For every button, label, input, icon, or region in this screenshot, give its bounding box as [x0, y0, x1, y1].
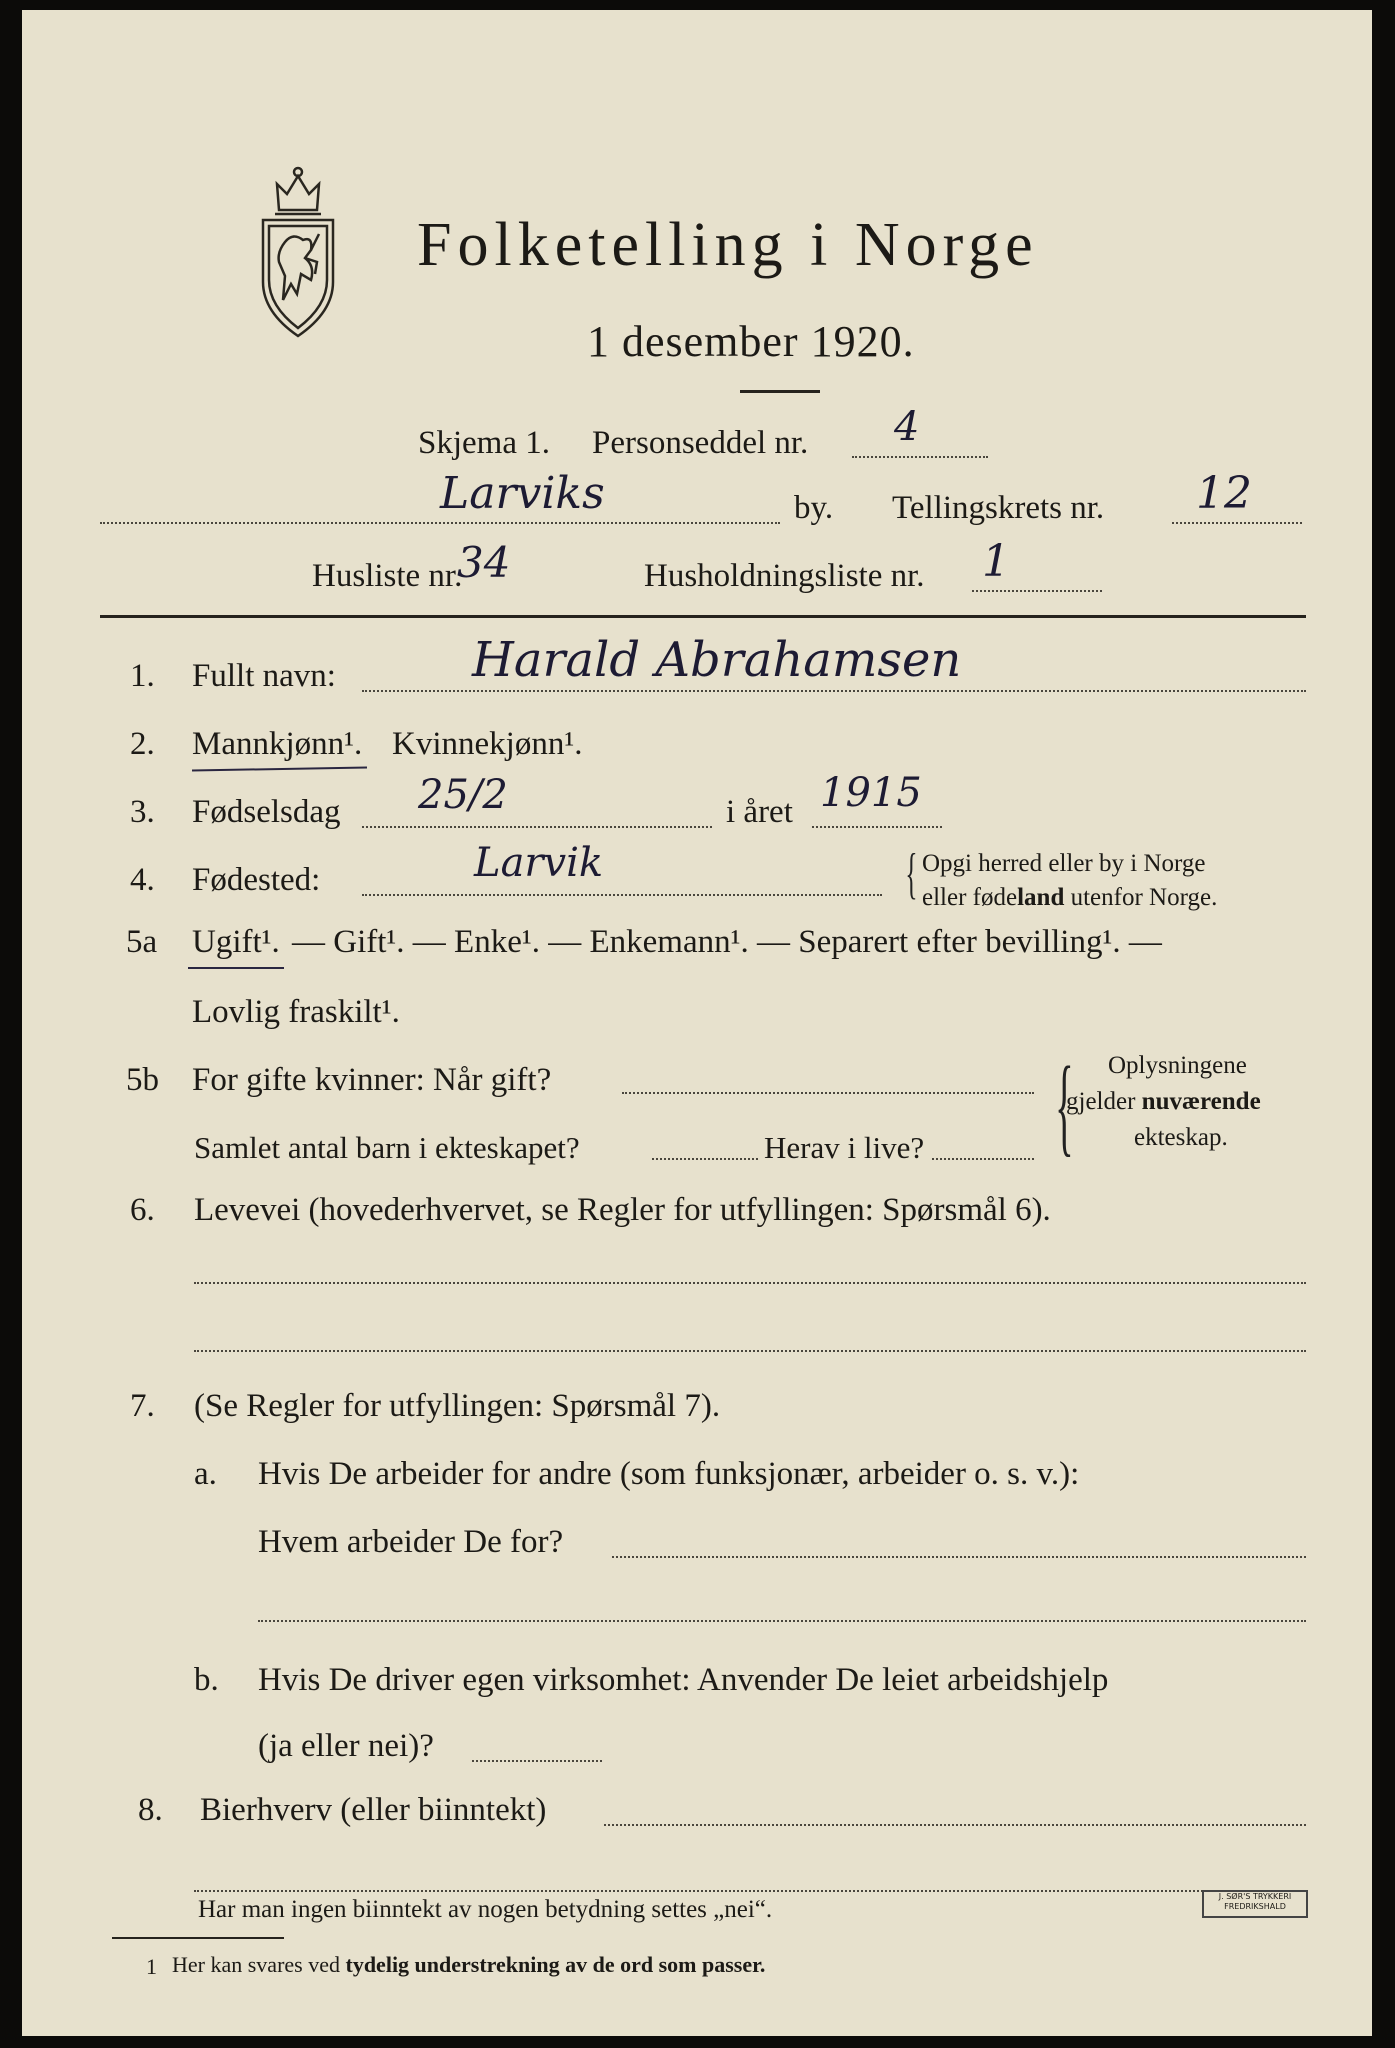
printer-stamp: J. SØR'S TRYKKERI FREDRIKSHALD: [1202, 1890, 1308, 1918]
header-rule: [100, 615, 1306, 618]
q7b-letter: b.: [194, 1662, 219, 1698]
q3-line: [362, 826, 712, 828]
personseddel-line: [852, 456, 988, 458]
q5b-note-line3: ekteskap.: [1134, 1124, 1228, 1151]
husholdningsliste-value[interactable]: 1: [982, 536, 1010, 587]
q4-label: Fødested:: [192, 862, 321, 898]
q7a-employer-line-2: [258, 1620, 1306, 1622]
by-line: [100, 522, 780, 524]
q6-number: 6.: [130, 1192, 155, 1228]
q4-birthplace[interactable]: Larvik: [474, 840, 604, 886]
q7b-line2: (ja eller nei)?: [258, 1728, 434, 1764]
personseddel-label: Personseddel nr.: [592, 425, 809, 461]
husholdningsliste-label: Husholdningsliste nr.: [644, 558, 925, 594]
q7-label: (Se Regler for utfyllingen: Spørsmål 7).: [194, 1388, 721, 1424]
q5b-note-part-a: gjelder: [1066, 1088, 1136, 1115]
footnote-text: [172, 1952, 765, 1978]
q4-line: [362, 894, 882, 896]
q3-year-label: i året: [726, 794, 793, 830]
q5a-line2: Lovlig fraskilt¹.: [192, 994, 400, 1030]
by-value[interactable]: Larviks: [440, 468, 605, 519]
q7a-line2: Hvem arbeider De for?: [258, 1524, 564, 1560]
q4-note-part-b: land: [1017, 884, 1065, 911]
q3-label: Fødselsdag: [192, 794, 341, 830]
by-label: by.: [794, 490, 834, 526]
q8-line-1: [604, 1824, 1306, 1826]
husliste-label: Husliste nr.: [312, 558, 463, 594]
q4-note-part-c: utenfor Norge.: [1070, 884, 1218, 911]
tellingskrets-label: Tellingskrets nr.: [892, 490, 1105, 526]
footnote-number: 1: [146, 1954, 157, 1979]
q4-note-brace: {: [905, 843, 918, 905]
q5b-when-line: [622, 1092, 1034, 1094]
q5b-children-line: [652, 1158, 758, 1160]
q2-number: 2.: [130, 726, 155, 762]
q6-line-2: [194, 1350, 1306, 1352]
tellingskrets-value[interactable]: 12: [1196, 468, 1252, 519]
q4-note-line1: Opgi herred eller by i Norge: [922, 850, 1206, 877]
q5b-note-line1: Oplysningene: [1108, 1052, 1247, 1079]
q4-note-part-a: eller føde: [922, 884, 1018, 911]
q2-male-underline: [192, 766, 367, 771]
q3-number: 3.: [130, 794, 155, 830]
q5a-ugift-underline: [188, 967, 284, 969]
q5b-label: For gifte kvinner: Når gift?: [192, 1062, 552, 1098]
footnote-rule: [112, 1937, 284, 1939]
q7a-employer-line: [612, 1556, 1306, 1558]
q4-note-line2: [922, 884, 1217, 912]
q5b-note-line2: [1066, 1088, 1261, 1116]
q7b-answer-line: [472, 1760, 602, 1762]
q5b-alive-label: Herav i live?: [764, 1130, 925, 1165]
q1-line: [362, 690, 1306, 692]
q5a-number: 5a: [126, 924, 158, 960]
q4-number: 4.: [130, 862, 155, 898]
footnote-part-a: Her kan svares ved: [172, 1952, 340, 1977]
q5b-note-part-b: nuværende: [1141, 1088, 1261, 1115]
q1-number: 1.: [130, 658, 155, 694]
title-divider: [740, 390, 820, 393]
q1-label: Fullt navn:: [192, 658, 336, 694]
husholdningsliste-line: [972, 590, 1102, 592]
q8-line-2: [194, 1890, 1306, 1892]
q5a-ugift: Ugift¹.: [192, 924, 280, 960]
q6-line-1: [194, 1282, 1306, 1284]
footnote-part-b: tydelig understrekning av de ord som passer.: [345, 1952, 766, 1977]
census-date: 1 desember 1920.: [587, 317, 915, 366]
q8-number: 8.: [138, 1792, 163, 1828]
census-form-page: [22, 10, 1372, 2036]
footer-note: Har man ingen biinntekt av nogen betydning settes „nei“.: [198, 1896, 773, 1923]
q5b-note-brace: {: [1055, 1044, 1074, 1166]
q7-number: 7.: [130, 1388, 155, 1424]
q5b-number: 5b: [126, 1062, 159, 1098]
q2-male: Mannkjønn¹.: [192, 726, 363, 762]
q5b-alive-line: [932, 1158, 1034, 1160]
q6-label: Levevei (hovederhvervet, se Regler for utfyllingen: Spørsmål 6).: [194, 1192, 1051, 1228]
skjema-label: Skjema 1.: [418, 425, 550, 461]
q2-female: Kvinnekjønn¹.: [392, 726, 583, 762]
q3-year-line: [812, 826, 942, 828]
personseddel-value[interactable]: 4: [894, 404, 920, 450]
q7a-line1: Hvis De arbeider for andre (som funksjonær, arbeider o. s. v.):: [258, 1456, 1080, 1492]
q5b-children-label: Samlet antal barn i ekteskapet?: [194, 1130, 580, 1165]
tellingskrets-line: [1172, 522, 1302, 524]
q3-birth-year[interactable]: 1915: [820, 770, 922, 816]
form-title: Folketelling i Norge: [417, 211, 1039, 279]
q3-birthdate[interactable]: 25/2: [418, 772, 508, 818]
q7b-line1: Hvis De driver egen virksomhet: Anvender De leiet arbeidshjelp: [258, 1662, 1109, 1698]
q1-full-name[interactable]: Harald Abrahamsen: [472, 632, 962, 688]
q7a-letter: a.: [194, 1456, 217, 1492]
q5a-options: — Gift¹. — Enke¹. — Enkemann¹. — Separert efter bevilling¹. —: [292, 924, 1162, 960]
q8-label: Bierhverv (eller biinntekt): [200, 1792, 547, 1828]
husliste-value[interactable]: 34: [457, 538, 511, 587]
coat-of-arms-icon: [257, 162, 339, 340]
